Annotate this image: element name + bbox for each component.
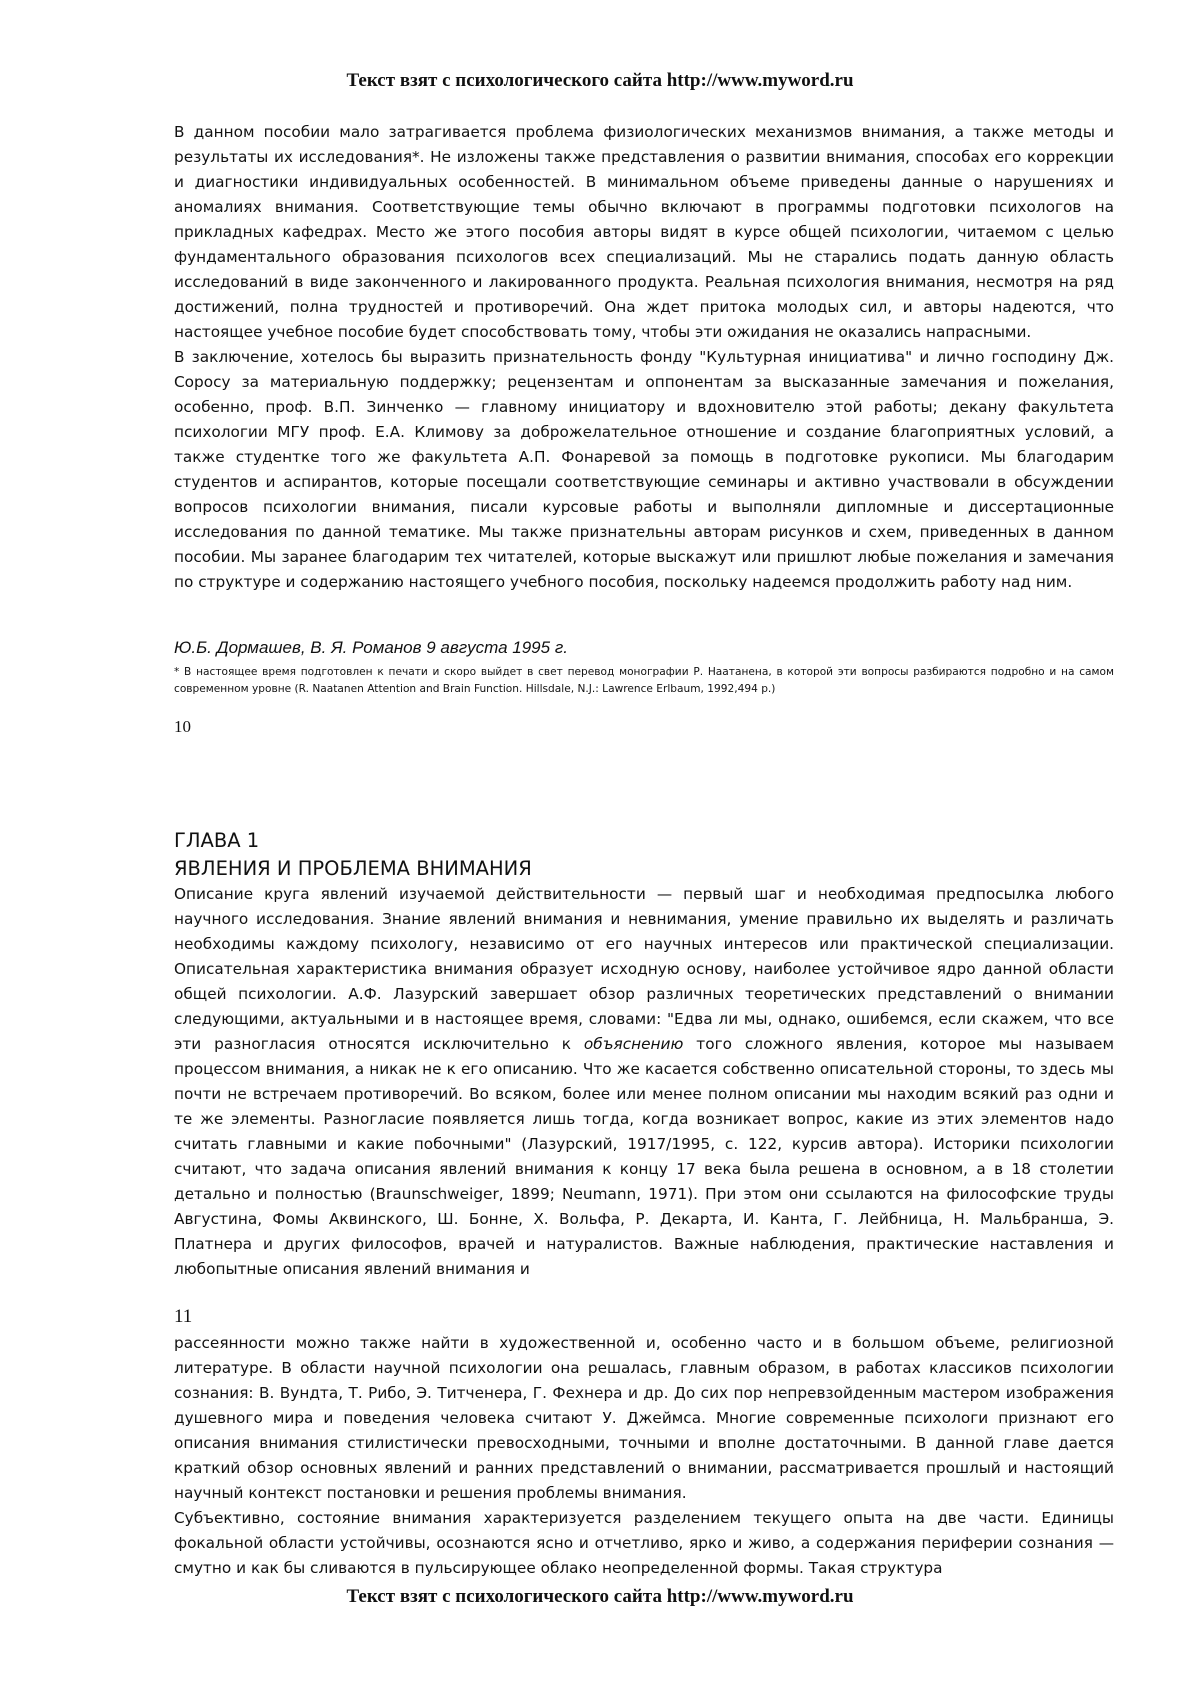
chapter-paragraph-1 [174, 882, 1114, 1282]
continuation-text [174, 1331, 1114, 1581]
chapter-paragraph-1-end: того сложного явления, которое мы называем процессом внимания, а никак не к его описанию. Что же касается собственно описательной стороны, то здесь мы почти не встречаем противоречий. Во всяком, более или менее полном описании мы находим всякий раз одни и те же элементы. Разногласие появляется лишь тогда, когда возникает вопрос, какие из этих элементов надо считать главными и какие побочными" (Лазурский, 1917/1995, с. 122, курсив автора). Историки психологии считают, что задача описания явлений внимания к концу 17 века была решена в основном, а в 18 столетии детально и полностью (Braunschweiger, 1899; Neumann, 1971). При этом они ссылаются на философские труды Августина, Фомы Аквинского, Ш. Бонне, Х. Вольфа, Р. Декарта, И. Канта, Г. Лейбница, Н. Мальбранша, Э. Платнера и других философов, врачей и натуралистов. Важные наблюдения, практические наставления и любопытные описания явлений внимания и [174, 1035, 1114, 1278]
chapter-paragraph-1-start: Описание круга явлений изучаемой действительности — первый шаг и необходимая предпосылка любого научного исследования. Знание явлений внимания и невнимания, умение правильно их выделять и различать необходимы каждому психологу, независимо от его научных интересов или практической специализации. Описательная характеристика внимания образует исходную основу, наиболее устойчивое ядро данной области общей психологии. А.Ф. Лазурский завершает обзор различных теоретических представлений о внимании следующими, актуальными и в настоящее время, словами: "Едва ли мы, однако, ошибемся, если скажем, что все эти разногласия относятся исключительно к [174, 885, 1114, 1053]
preface-text [174, 120, 1114, 595]
author-signature: Ю.Б. Дормашев, В. Я. Романов 9 августа 1995 г. [174, 637, 568, 659]
site-footer-note: Текст взят с психологического сайта http://www.myword.ru [0, 1586, 1200, 1608]
document-page [0, 0, 1200, 1697]
chapter-label: ГЛАВА 1 [174, 829, 259, 852]
site-header-note: Текст взят с психологического сайта http://www.myword.ru [0, 70, 1200, 92]
chapter-paragraph-1-emphasis: объяснению [584, 1035, 683, 1053]
chapter-text [174, 882, 1114, 1282]
preface-paragraph-2: В заключение, хотелось бы выразить признательность фонду "Культурная инициатива" и лично господину Дж. Соросу за материальную поддержку; рецензентам и оппонентам за высказанные замечания и пожелания, особенно, проф. В.П. Зинченко — главному инициатору и вдохновителю этой работы; декану факультета психологии МГУ проф. Е.А. Климову за доброжелательное отношение и создание благоприятных условий, а также студентке того же факультета А.П. Фонаревой за помощь в подготовке рукописи. Мы благодарим студентов и аспирантов, которые посещали соответствующие семинары и активно участвовали в обсуждении вопросов психологии внимания, писали курсовые работы и выполняли дипломные и диссертационные исследования по данной тематике. Мы также признательны авторам рисунков и схем, приведенных в данном пособии. Мы заранее благодарим тех читателей, которые выскажут или пришлют любые пожелания и замечания по структуре и содержанию настоящего учебного пособия, поскольку надеемся продолжить работу над ним. [174, 345, 1114, 595]
page-number-11: 11 [174, 1306, 192, 1328]
continuation-paragraph-1: рассеянности можно также найти в художественной и, особенно часто и в большом объеме, религиозной литературе. В области научной психологии она решалась, главным образом, в работах классиков психологии сознания: В. Вундта, Т. Рибо, Э. Титченера, Г. Фехнера и др. До сих пор непревзойденным мастером изображения душевного мира и поведения человека считают У. Джеймса. Многие современные психологи признают его описания внимания стилистически превосходными, точными и вполне достаточными. В данной главе дается краткий обзор основных явлений и ранних представлений о внимании, рассматривается прошлый и настоящий научный контекст постановки и решения проблемы внимания. [174, 1331, 1114, 1506]
chapter-title: ЯВЛЕНИЯ И ПРОБЛЕМА ВНИМАНИЯ [174, 857, 532, 880]
page-number-10: 10 [174, 717, 191, 737]
preface-paragraph-1: В данном пособии мало затрагивается проблема физиологических механизмов внимания, а также методы и результаты их исследования*. Не изложены также представления о развитии внимания, способах его коррекции и диагностики индивидуальных особенностей. В минимальном объеме приведены данные о нарушениях и аномалиях внимания. Соответствующие темы обычно включают в программы подготовки психологов на прикладных кафедрах. Место же этого пособия авторы видят в курсе общей психологии, читаемом с целью фундаментального образования психологов всех специализаций. Мы не старались подать данную область исследований в виде законченного и лакированного продукта. Реальная психология внимания, несмотря на ряд достижений, полна трудностей и противоречий. Она ждет притока молодых сил, и авторы надеются, что настоящее учебное пособие будет способствовать тому, чтобы эти ожидания не оказались напрасными. [174, 120, 1114, 345]
continuation-paragraph-2: Субъективно, состояние внимания характеризуется разделением текущего опыта на две части. Единицы фокальной области устойчивы, осознаются ясно и отчетливо, ярко и живо, а содержания периферии сознания — смутно и как бы сливаются в пульсирующее облако неопределенной формы. Такая структура [174, 1506, 1114, 1581]
footnote: * В настоящее время подготовлен к печати и скоро выйдет в свет перевод монографии Р. Наатанена, в которой эти вопросы разбираются подробно и на самом современном уровне (R. Naatanen Attention and Brain Function. Hillsdale, N.J.: Lawrence Erlbaum, 1992,494 p.) [174, 664, 1114, 698]
